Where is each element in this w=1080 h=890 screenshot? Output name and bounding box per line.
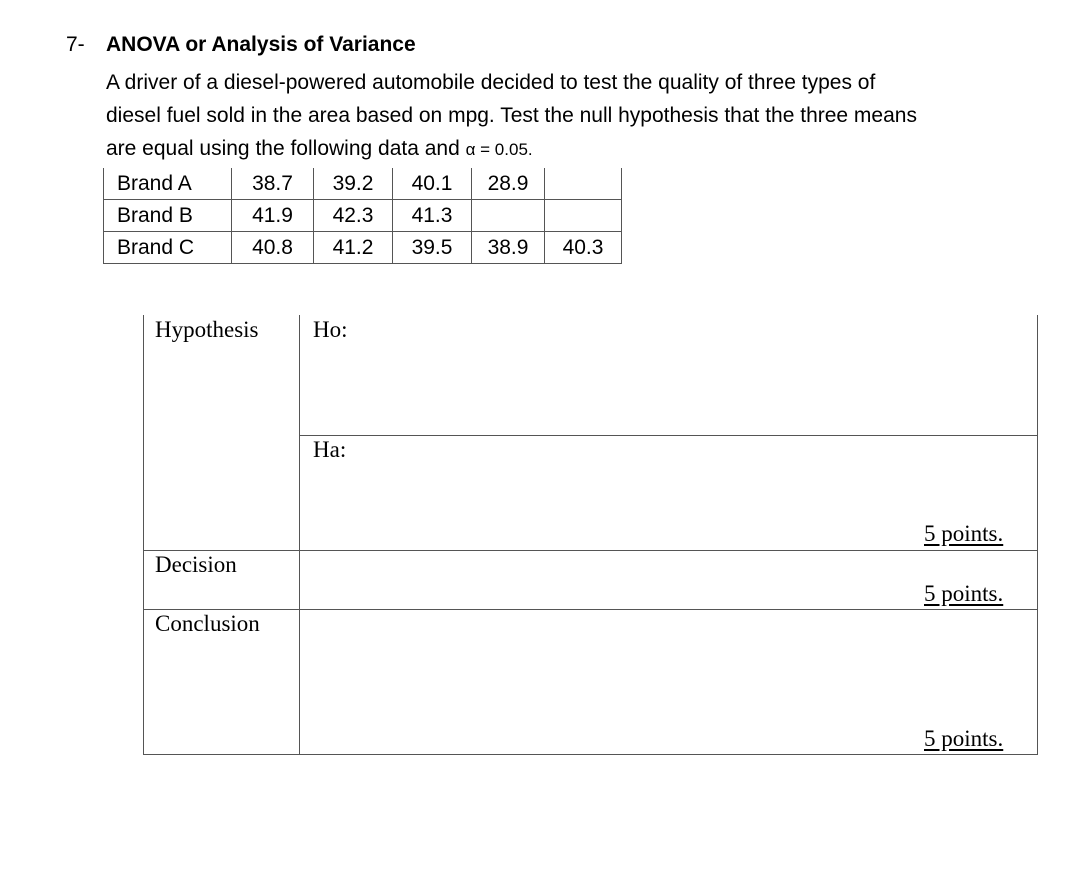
- ho-label: Ho:: [313, 317, 348, 342]
- question-line-1: A driver of a diesel-powered automobile decided to test the quality of three types of: [106, 71, 876, 94]
- table-cell: 38.9: [472, 232, 545, 264]
- question-line-3-text: are equal using the following data and: [106, 137, 460, 160]
- table-cell: 39.5: [393, 232, 472, 264]
- hypothesis-label: Hypothesis: [155, 317, 259, 342]
- question-text: [106, 66, 1066, 166]
- ho-answer-area[interactable]: [300, 316, 1037, 435]
- table-cell: [545, 200, 622, 232]
- table-row: [104, 200, 622, 232]
- table-cell: [472, 200, 545, 232]
- brand-label: Brand C: [104, 232, 232, 264]
- table-cell: 41.9: [232, 200, 314, 232]
- table-border: [143, 315, 144, 755]
- table-cell: 28.9: [472, 168, 545, 200]
- brand-label: Brand A: [104, 168, 232, 200]
- table-cell: 41.2: [314, 232, 393, 264]
- table-cell: 40.1: [393, 168, 472, 200]
- question-title: ANOVA or Analysis of Variance: [106, 33, 416, 56]
- decision-points: 5 points.: [924, 581, 1004, 606]
- conclusion-label: Conclusion: [155, 611, 260, 636]
- brand-label: Brand B: [104, 200, 232, 232]
- table-border: [143, 754, 1038, 755]
- table-cell: 41.3: [393, 200, 472, 232]
- table-cell: 38.7: [232, 168, 314, 200]
- conclusion-points: 5 points.: [924, 726, 1004, 751]
- table-border: [1037, 315, 1038, 755]
- decision-label: Decision: [155, 552, 237, 577]
- hypothesis-points: 5 points.: [924, 521, 1004, 546]
- table-cell: [545, 168, 622, 200]
- table-cell: 39.2: [314, 168, 393, 200]
- question-line-3: [106, 132, 1066, 166]
- answer-table: [143, 315, 1038, 755]
- ha-label: Ha:: [313, 437, 347, 462]
- fuel-data-table: [103, 168, 622, 264]
- question-line-2: diesel fuel sold in the area based on mpg. Test the null hypothesis that the three means: [106, 104, 917, 127]
- question-number: 7-: [66, 33, 85, 56]
- table-cell: 42.3: [314, 200, 393, 232]
- table-row: [104, 168, 622, 200]
- table-cell: 40.3: [545, 232, 622, 264]
- alpha-value: α = 0.05.: [465, 140, 533, 159]
- table-row: [104, 232, 622, 264]
- table-cell: 40.8: [232, 232, 314, 264]
